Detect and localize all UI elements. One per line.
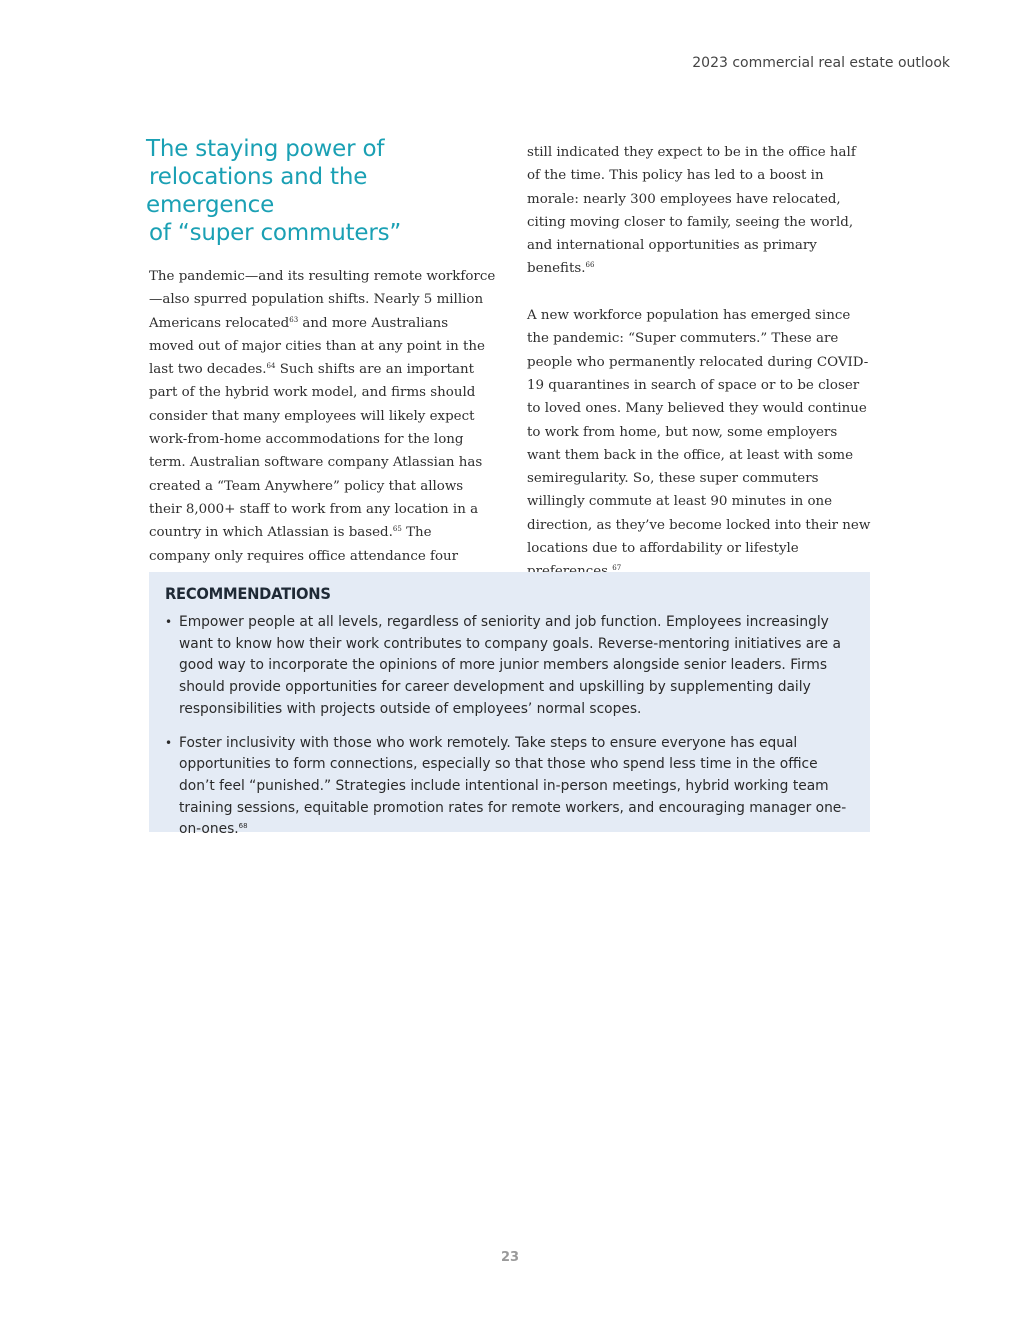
body-paragraph — [527, 141, 872, 281]
body-paragraph — [527, 304, 872, 584]
footnote-marker: 66 — [585, 261, 595, 270]
footnote-marker: 63 — [289, 315, 299, 324]
heading-line-2: relocations and the emergence — [146, 164, 368, 218]
right-column — [527, 141, 872, 584]
footnote-marker: 68 — [238, 822, 248, 831]
paragraph-text: and more Australians moved out of major cities than at any point in the last two decades. — [149, 315, 485, 378]
bullet-icon: • — [165, 615, 173, 629]
left-column — [146, 135, 496, 591]
heading-line-3: of “super commuters” — [149, 220, 402, 246]
section-heading — [146, 135, 496, 247]
paragraph-text: still indicated they expect to be in the office half of the time. This policy has led to a boost in morale: nearly 300 employees have relocated, citing moving closer to family, seeing the world, and international opportunities as primary benefits. — [527, 145, 856, 277]
running-header: 2023 commercial real estate outlook — [692, 55, 950, 71]
bullet-icon: • — [165, 735, 173, 750]
footnote-marker: 64 — [266, 362, 276, 371]
footnote-marker: 65 — [392, 525, 402, 534]
paragraph-text: The company only requires office attendance four — [149, 525, 459, 564]
recommendations-title: RECOMMENDATIONS — [165, 584, 331, 603]
body-paragraph — [146, 265, 496, 591]
footnote-marker: 67 — [612, 564, 622, 573]
list-item-text: Empower people at all levels, regardless of seniority and job function. Employees increasingly want to know how their work contributes to company goals. Reverse-mentoring initiatives are a good way to incorporate the opinions of more junior members alongside senior leaders. Firms should provide opportunities for career development and upskilling by supplementing daily responsibilities with projects outside of employees’ normal scopes. — [179, 614, 841, 717]
heading-line-1: The staying power of — [146, 136, 385, 162]
list-item — [165, 612, 854, 721]
list-item — [165, 733, 854, 842]
list-item-text: Foster inclusivity with those who work remotely. Take steps to ensure everyone has equal opportunities to form connections, especially so that those who spend less time in the office don’t feel “punished.” Strategies include intentional in-person meetings, hybrid working team training sessions, equitable promotion rates for remote workers, and encouraging manager one-on-ones. — [179, 734, 847, 838]
paragraph-text: Such shifts are an important part of the hybrid work model, and firms should consider that many employees will likely expect work-from-home accommodations for the long term. Australian software company Atlassian has created a “Team Anywhere” policy that allows their 8,000+ staff to work from any location in a country in which Atlassian is based. — [149, 362, 483, 541]
recommendations-list — [165, 612, 854, 841]
recommendations-box — [149, 572, 870, 838]
paragraph-text: A new workforce population has emerged since the pandemic: “Super commuters.” These are people who permanently relocated during COVID-19 quarantines in search of space or to be closer to loved ones. Many believed they would continue to work from home, but now, some employers want them back in the office, at least with some semiregularity. So, these super commuters willingly commute at least 90 minutes in one direction, as they’ve become locked into their new locations due to affordability or lifestyle — [527, 308, 871, 557]
paragraph-text: The pandemic—and its resulting remote workforce—also spurred population shifts. Nearly 5 million Americans relocated — [149, 269, 496, 331]
page-number: 23 — [500, 1250, 520, 1265]
